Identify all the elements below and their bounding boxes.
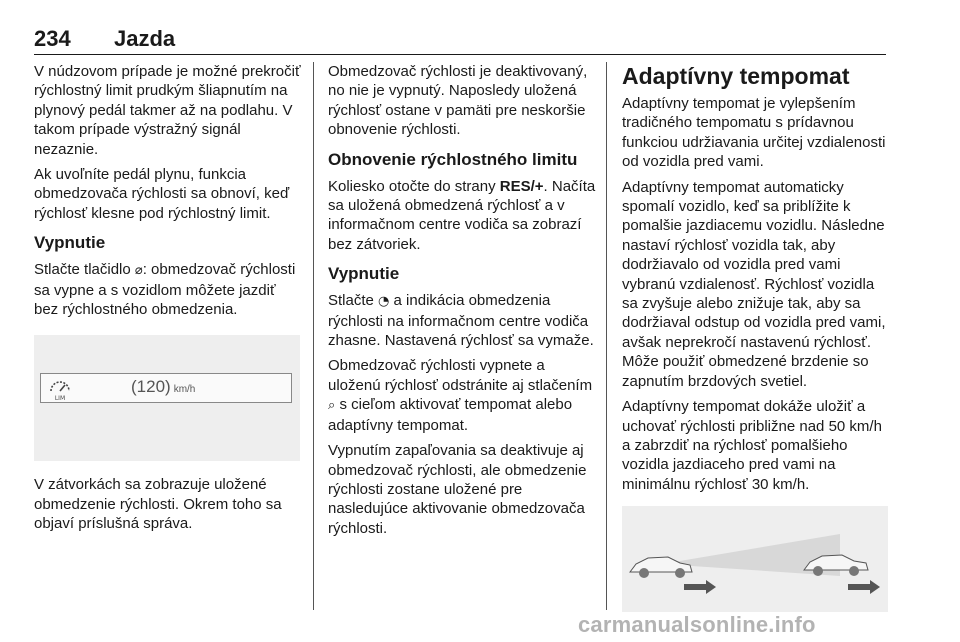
key-res: RES/+ [499,177,544,195]
column-2 [328,62,596,544]
section-title: Jazda [114,26,176,51]
paragraph: Adaptívny tempomat dokáže uložiť a uchovať rýchlosti približne nad 50 km/h a zabrzdiť na rýchlosť pomalšieho vozidla jazdiaceho pred vami na minimálnu rýchlosť 30 km/h. [622,398,882,493]
arrow-icon [684,580,716,594]
paragraph: Stlačte tlačidlo ⌀: obmedzovač rýchlosti sa vypne a s vozidlom môžete jazdiť bez rýchlostného obmedzenia. [34,261,296,319]
paragraph: Koliesko otočte do strany RES/+. Načíta sa uložená obmedzená rýchlosť a v informačnom centre vodiča sa zobrazí bez zátvoriek. [328,177,596,253]
stored-speed: (120) km/h [131,377,196,397]
speed-limiter-icon: ◔ [378,294,390,310]
column-3 [622,62,888,612]
heading-vypnutie: Vypnutie [328,264,400,284]
paragraph: Obmedzovač rýchlosti je deaktivovaný, no nie je vypnutý. Naposledy uložená rýchlosť ostane v pamäti pre neskoršie obnovenie rýchlosti. [328,63,588,139]
acc-illustration [622,506,888,612]
column-divider [606,62,607,610]
arrow-icon [848,580,880,594]
column-1 [34,62,302,540]
paragraph: V núdzovom prípade je možné prekročiť rýchlostný limit prudkým šliapnutím na plynový pedál takmer až na podlahu. V takom prípade výstražný signál nezaznie. [34,63,301,158]
rear-car-icon [630,557,692,578]
lim-label: LIM [54,395,66,403]
heading-adaptivny-tempomat: Adaptívny tempomat [622,63,850,89]
watermark: carmanualsonline.info [578,612,816,637]
speed-unit: km/h [173,384,196,396]
paragraph: V zátvorkách sa zobrazuje uložené obmedzenie rýchlosti. Okrem toho sa objaví príslušná správa. [34,476,282,533]
cruise-control-icon: ⌕ [328,398,336,414]
heading-vypnutie: Vypnutie [34,233,106,253]
speed-limiter-icon [47,376,73,402]
paragraph: Stlačte ◔ a indikácia obmedzenia rýchlosti na informačnom centre vodiča zhasne. Nastavená rýchlosť sa vymaže. [328,292,594,350]
paragraph: Adaptívny tempomat je vylepšením tradičného tempomatu s prídavnou funkciou udržiavania určitej vzdialenosti od vozidla pred vami. [622,95,886,171]
instrument-cluster-figure [34,335,300,461]
acc-illustration-svg [622,506,888,612]
page-number: 234 [34,26,71,51]
paragraph: Obmedzovač rýchlosti vypnete a uloženú rýchlosť odstránite aj stlačením ⌕ s cieľom aktivovať tempomat alebo adaptívny tempomat. [328,357,593,434]
paragraph: Adaptívny tempomat automaticky spomalí vozidlo, keď sa priblížite k pomalšie jazdiacemu vozidlu. Následne nastaví rýchlosť vozidla tak, aby dodržiavalo od vozidla pred vami vybranú vzdialenosť. Rýchlosť vozidla sa zvyšuje alebo znižuje tak, aby sa dodržiaval odstup od vozidla pred vami, avšak neprekročí nastavenú rýchlosť. Môže použiť obmedzené brzdenie so zapnutím brzdových svetiel. [622,178,886,390]
page-header [34,26,886,55]
paragraph: Vypnutím zapaľovania sa deaktivuje aj obmedzovač rýchlosti, ale obmedzenie rýchlosti zostane uložené pre nasledujúce aktivovanie obmedzovača rýchlosti. [328,442,587,537]
cancel-icon: ⌀ [134,263,143,279]
column-divider [313,62,314,610]
cluster-display [40,373,292,403]
paragraph: Ak uvoľníte pedál plynu, funkcia obmedzovača rýchlosti sa obnoví, keď rýchlosť klesne pod rýchlostný limit. [34,166,290,222]
heading-obnovenie: Obnovenie rýchlostného limitu [328,149,578,169]
